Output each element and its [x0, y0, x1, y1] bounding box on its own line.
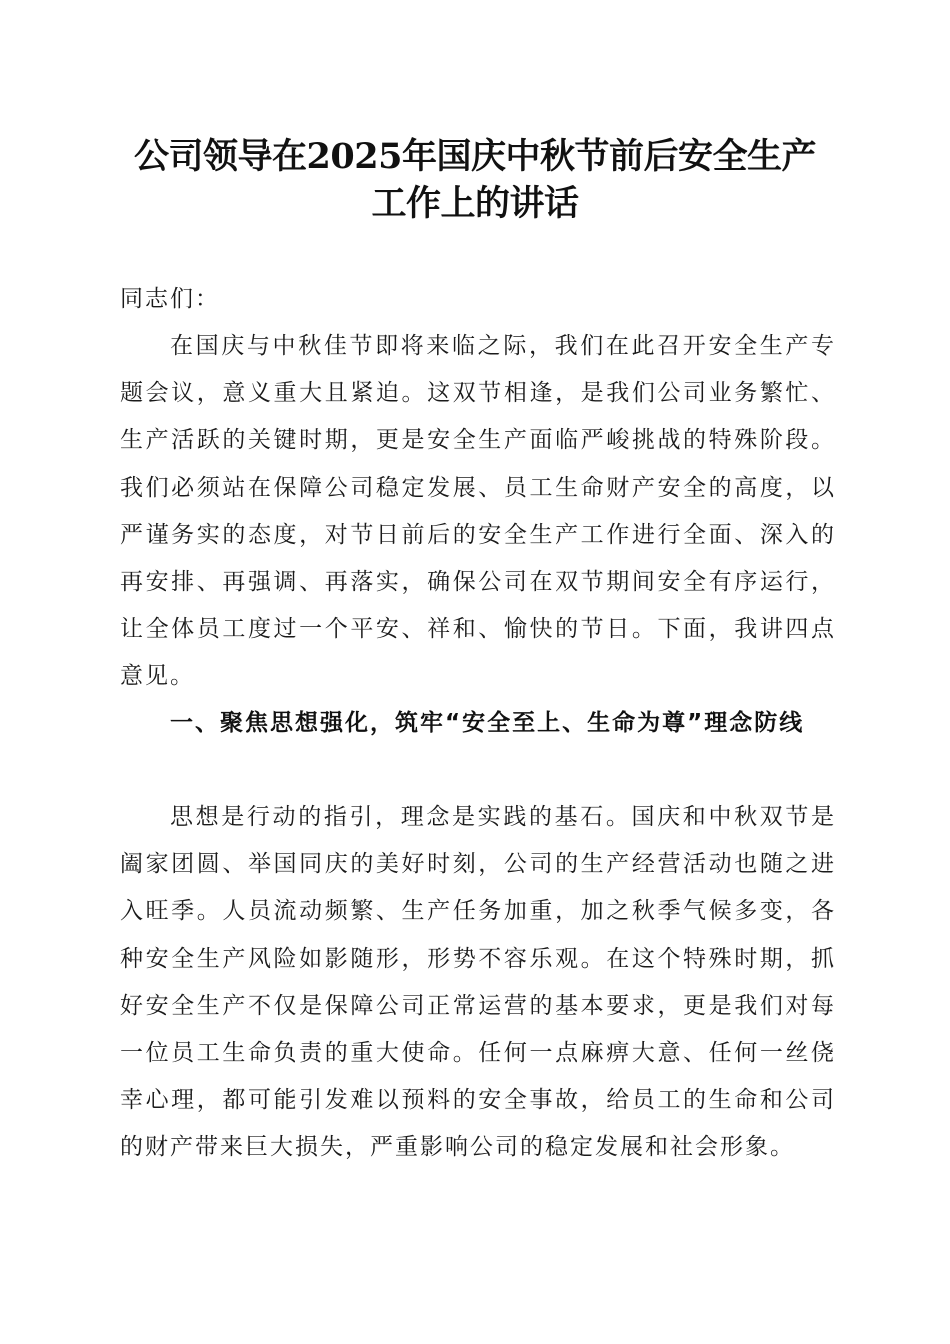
salutation: 同志们： [120, 286, 220, 312]
document-title-line-2: 工作上的讲话 [371, 183, 579, 224]
opening-paragraph: 在国庆与中秋佳节即将来临之际，我们在此召开安全生产专题会议，意义重大且紧迫。这双节相逢，是我们公司业务繁忙、生产活跃的关键时期，更是安全生产面临严峻挑战的特殊阶段。我们必须站在保障公司稳定发展、员工生命财产安全的高度，以严谨务实的态度，对节日前后的安全生产工作进行全面、深入的再安排、再强调、再落实，确保公司在双节期间安全有序运行，让全体员工度过一个平安、祥和、愉快的节日。下面，我讲四点意见。 [120, 333, 836, 690]
section-heading-1: 一、聚焦思想强化，筑牢“安全至上、生命为尊”理念防线 [170, 710, 805, 736]
section-1-paragraph: 思想是行动的指引，理念是实践的基石。国庆和中秋双节是阖家团圆、举国同庆的美好时刻，公司的生产经营活动也随之进入旺季。人员流动频繁、生产任务加重，加之秋季气候多变，各种安全生产风险如影随形，形势不容乐观。在这个特殊时期，抓好安全生产不仅是保障公司正常运营的基本要求，更是我们对每一位员工生命负责的重大使命。任何一点麻痹大意、任何一丝侥幸心理，都可能引发难以预料的安全事故，给员工的生命和公司的财产带来巨大损失，严重影响公司的稳定发展和社会形象。 [120, 804, 836, 1161]
document-title-line-1: 公司领导在2025年国庆中秋节前后安全生产 [134, 136, 816, 177]
